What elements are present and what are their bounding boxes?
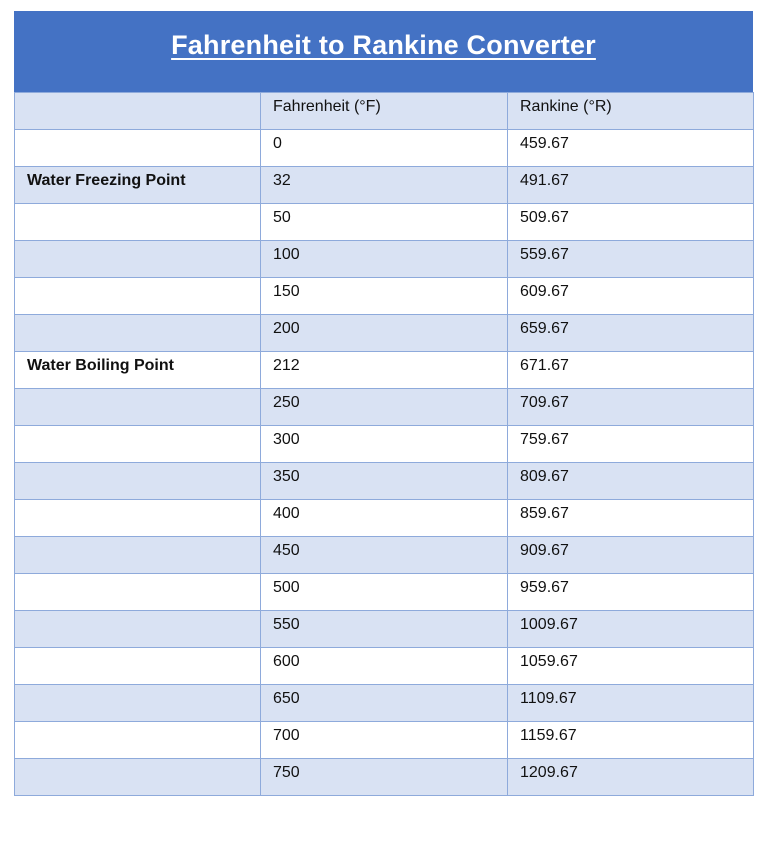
label-cell — [15, 389, 261, 426]
rankine-cell: 1209.67 — [508, 759, 754, 796]
table-row — [15, 648, 754, 685]
title-banner — [14, 11, 753, 92]
table-row — [15, 722, 754, 759]
header-rankine: Rankine (°R) — [508, 93, 754, 130]
fahrenheit-cell: 250 — [261, 389, 508, 426]
table-row — [15, 426, 754, 463]
converter-table-container — [14, 11, 753, 796]
table-row — [15, 167, 754, 204]
table-row — [15, 315, 754, 352]
rankine-cell: 759.67 — [508, 426, 754, 463]
table-row — [15, 241, 754, 278]
fahrenheit-cell: 400 — [261, 500, 508, 537]
fahrenheit-cell: 300 — [261, 426, 508, 463]
table-row — [15, 352, 754, 389]
table-row — [15, 500, 754, 537]
table-row — [15, 537, 754, 574]
fahrenheit-cell: 100 — [261, 241, 508, 278]
fahrenheit-cell: 212 — [261, 352, 508, 389]
label-cell — [15, 648, 261, 685]
header-fahrenheit: Fahrenheit (°F) — [261, 93, 508, 130]
label-cell — [15, 241, 261, 278]
rankine-cell: 1109.67 — [508, 685, 754, 722]
label-cell — [15, 500, 261, 537]
conversion-table — [14, 92, 754, 796]
rankine-cell: 509.67 — [508, 204, 754, 241]
fahrenheit-cell: 650 — [261, 685, 508, 722]
rankine-cell: 559.67 — [508, 241, 754, 278]
fahrenheit-cell: 0 — [261, 130, 508, 167]
fahrenheit-cell: 550 — [261, 611, 508, 648]
label-cell — [15, 130, 261, 167]
rankine-cell: 491.67 — [508, 167, 754, 204]
fahrenheit-cell: 150 — [261, 278, 508, 315]
rankine-cell: 809.67 — [508, 463, 754, 500]
label-cell — [15, 685, 261, 722]
rankine-cell: 671.67 — [508, 352, 754, 389]
label-cell — [15, 278, 261, 315]
fahrenheit-cell: 50 — [261, 204, 508, 241]
rankine-cell: 659.67 — [508, 315, 754, 352]
table-row — [15, 130, 754, 167]
fahrenheit-cell: 750 — [261, 759, 508, 796]
table-row — [15, 463, 754, 500]
rankine-cell: 959.67 — [508, 574, 754, 611]
label-cell — [15, 722, 261, 759]
table-row — [15, 611, 754, 648]
fahrenheit-cell: 600 — [261, 648, 508, 685]
label-cell: Water Freezing Point — [15, 167, 261, 204]
table-row — [15, 278, 754, 315]
fahrenheit-cell: 350 — [261, 463, 508, 500]
rankine-cell: 1009.67 — [508, 611, 754, 648]
label-cell — [15, 537, 261, 574]
label-cell — [15, 759, 261, 796]
label-cell: Water Boiling Point — [15, 352, 261, 389]
label-cell — [15, 315, 261, 352]
label-cell — [15, 204, 261, 241]
fahrenheit-cell: 700 — [261, 722, 508, 759]
fahrenheit-cell: 500 — [261, 574, 508, 611]
table-row — [15, 685, 754, 722]
page-title: Fahrenheit to Rankine Converter — [171, 30, 596, 60]
table-row — [15, 574, 754, 611]
rankine-cell: 709.67 — [508, 389, 754, 426]
rankine-cell: 609.67 — [508, 278, 754, 315]
fahrenheit-cell: 32 — [261, 167, 508, 204]
rankine-cell: 909.67 — [508, 537, 754, 574]
table-row — [15, 389, 754, 426]
header-label — [15, 93, 261, 130]
label-cell — [15, 463, 261, 500]
fahrenheit-cell: 450 — [261, 537, 508, 574]
fahrenheit-cell: 200 — [261, 315, 508, 352]
table-header-row — [15, 93, 754, 130]
rankine-cell: 459.67 — [508, 130, 754, 167]
rankine-cell: 1059.67 — [508, 648, 754, 685]
label-cell — [15, 574, 261, 611]
table-row — [15, 204, 754, 241]
table-row — [15, 759, 754, 796]
rankine-cell: 1159.67 — [508, 722, 754, 759]
label-cell — [15, 426, 261, 463]
label-cell — [15, 611, 261, 648]
rankine-cell: 859.67 — [508, 500, 754, 537]
